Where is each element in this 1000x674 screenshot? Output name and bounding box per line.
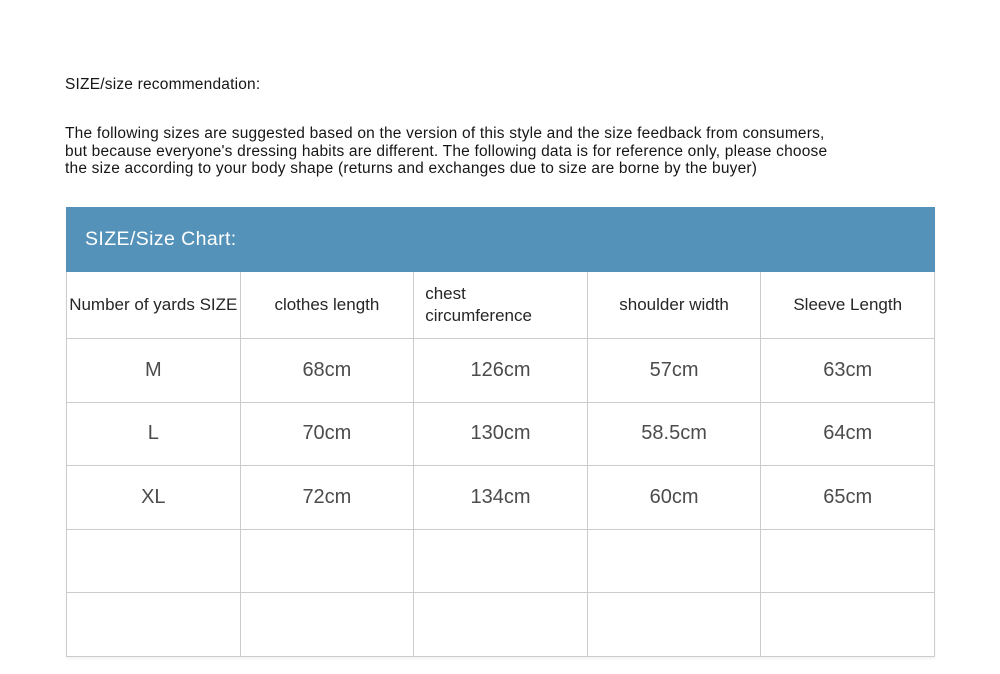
clothes-length-cell bbox=[240, 529, 414, 593]
column-header-chest-circumference: chest circumference bbox=[414, 272, 588, 339]
table-row-xl bbox=[67, 466, 935, 530]
size-chart bbox=[66, 207, 935, 657]
section-heading: SIZE/size recommendation: bbox=[65, 76, 261, 93]
shoulder-width-cell bbox=[587, 593, 761, 657]
table-row-m bbox=[67, 339, 935, 403]
shoulder-width-cell: 60cm bbox=[587, 466, 761, 530]
column-header-size: Number of yards SIZE bbox=[67, 272, 241, 339]
description-line-1: The following sizes are suggested based on the version of this style and the size feedback from consumers, bbox=[65, 125, 825, 142]
description-line-3: the size according to your body shape (returns and exchanges due to size are borne by the buyer) bbox=[65, 160, 758, 177]
chest-circumference-cell bbox=[414, 593, 588, 657]
clothes-length-cell: 70cm bbox=[240, 402, 414, 466]
sleeve-length-cell bbox=[761, 529, 935, 593]
chest-circumference-cell bbox=[414, 529, 588, 593]
table-row-empty bbox=[67, 593, 935, 657]
size-chart-title: SIZE/Size Chart: bbox=[85, 228, 237, 250]
sleeve-length-cell: 65cm bbox=[761, 466, 935, 530]
shoulder-width-cell: 58.5cm bbox=[587, 402, 761, 466]
table-row-l bbox=[67, 402, 935, 466]
chest-circumference-cell: 130cm bbox=[414, 402, 588, 466]
chest-circumference-cell: 134cm bbox=[414, 466, 588, 530]
size-cell: XL bbox=[67, 466, 241, 530]
sleeve-length-cell: 63cm bbox=[761, 339, 935, 403]
size-cell bbox=[67, 593, 241, 657]
column-header-sleeve-length: Sleeve Length bbox=[761, 272, 935, 339]
clothes-length-cell: 68cm bbox=[240, 339, 414, 403]
size-cell bbox=[67, 529, 241, 593]
size-description bbox=[65, 125, 945, 178]
sleeve-length-cell bbox=[761, 593, 935, 657]
column-header-shoulder-width: shoulder width bbox=[587, 272, 761, 339]
clothes-length-cell: 72cm bbox=[240, 466, 414, 530]
shoulder-width-cell bbox=[587, 529, 761, 593]
size-cell: L bbox=[67, 402, 241, 466]
shoulder-width-cell: 57cm bbox=[587, 339, 761, 403]
clothes-length-cell bbox=[240, 593, 414, 657]
chest-circumference-cell: 126cm bbox=[414, 339, 588, 403]
description-line-2: but because everyone's dressing habits are different. The following data is for reference only, please choose bbox=[65, 142, 828, 160]
size-chart-table bbox=[66, 272, 935, 657]
table-header-row bbox=[67, 272, 935, 339]
size-cell: M bbox=[67, 339, 241, 403]
sleeve-length-cell: 64cm bbox=[761, 402, 935, 466]
size-chart-header-bar bbox=[66, 207, 935, 272]
column-header-clothes-length: clothes length bbox=[240, 272, 414, 339]
table-row-empty bbox=[67, 529, 935, 593]
